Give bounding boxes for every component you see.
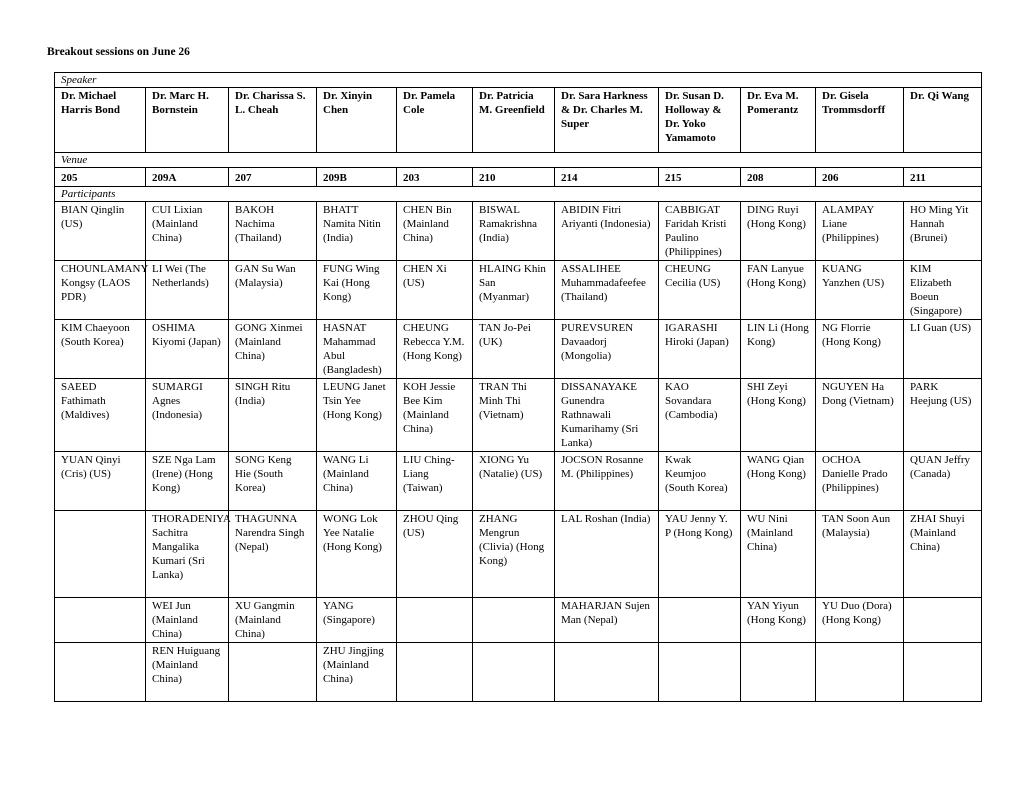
participant-cell: THAGUNNA Narendra Singh (Nepal) [229,511,317,598]
participant-cell: SHI Zeyi (Hong Kong) [741,379,816,452]
participant-cell: SINGH Ritu (India) [229,379,317,452]
participant-cell [397,598,473,643]
participant-cell: LI Guan (US) [904,320,982,379]
participant-cell: KIM Chaeyoon (South Korea) [55,320,146,379]
participant-cell: BISWAL Ramakrishna (India) [473,202,555,261]
participant-cell: BAKOH Nachima (Thailand) [229,202,317,261]
participant-cell [741,643,816,702]
participant-row [55,598,982,643]
participant-cell: XU Gangmin (Mainland China) [229,598,317,643]
participant-cell: SZE Nga Lam (Irene) (Hong Kong) [146,452,229,511]
participant-cell [555,643,659,702]
participant-cell: CHEN Bin (Mainland China) [397,202,473,261]
breakout-sessions-table [54,72,982,702]
speaker-cell: Dr. Sara Harkness & Dr. Charles M. Super [555,88,659,153]
participant-cell: QUAN Jeffry (Canada) [904,452,982,511]
speaker-cell: Dr. Qi Wang [904,88,982,153]
venue-cell: 203 [397,168,473,187]
participant-cell: WEI Jun (Mainland China) [146,598,229,643]
participant-cell: XIONG Yu (Natalie) (US) [473,452,555,511]
participant-cell: ZHOU Qing (US) [397,511,473,598]
participant-cell: CHEUNG Rebecca Y.M. (Hong Kong) [397,320,473,379]
participant-cell: ABIDIN Fitri Ariyanti (Indonesia) [555,202,659,261]
participant-cell [816,643,904,702]
participant-cell: BHATT Namita Nitin (India) [317,202,397,261]
participant-cell: PARK Heejung (US) [904,379,982,452]
participant-cell: LAL Roshan (India) [555,511,659,598]
participant-cell: SONG Keng Hie (South Korea) [229,452,317,511]
participant-cell: WANG Li (Mainland China) [317,452,397,511]
participant-cell [473,598,555,643]
participant-row [55,511,982,598]
participant-cell [55,643,146,702]
participant-cell: HASNAT Mahammad Abul (Bangladesh) [317,320,397,379]
participant-cell: ASSALIHEE Muhammadafeefee (Thailand) [555,261,659,320]
venue-cell: 209B [317,168,397,187]
participant-cell: IGARASHI Hiroki (Japan) [659,320,741,379]
participant-cell: CHEN Xi (US) [397,261,473,320]
participant-cell: ZHU Jingjing (Mainland China) [317,643,397,702]
participant-cell: ZHANG Mengrun (Clivia) (Hong Kong) [473,511,555,598]
participant-cell: KAO Sovandara (Cambodia) [659,379,741,452]
participant-cell: YAN Yiyun (Hong Kong) [741,598,816,643]
speaker-cell: Dr. Gisela Trommsdorff [816,88,904,153]
participant-cell: DISSANAYAKE Gunendra Rathnawali Kumarihamy (Sri Lanka) [555,379,659,452]
participant-cell: TAN Jo-Pei (UK) [473,320,555,379]
venue-cell: 206 [816,168,904,187]
venue-cell: 207 [229,168,317,187]
participant-cell: KOH Jessie Bee Kim (Mainland China) [397,379,473,452]
participant-cell: NGUYEN Ha Dong (Vietnam) [816,379,904,452]
speaker-cell: Dr. Xinyin Chen [317,88,397,153]
venue-section-label: Venue [55,153,982,168]
participant-row [55,320,982,379]
participant-cell: CUI Lixian (Mainland China) [146,202,229,261]
participant-cell: TAN Soon Aun (Malaysia) [816,511,904,598]
participant-cell: FUNG Wing Kai (Hong Kong) [317,261,397,320]
participant-cell [904,643,982,702]
participant-cell: WU Nini (Mainland China) [741,511,816,598]
participant-cell: PUREVSUREN Davaadorj (Mongolia) [555,320,659,379]
venue-cell: 214 [555,168,659,187]
participant-cell: CABBIGAT Faridah Kristi Paulino (Philippines) [659,202,741,261]
participants-section-label: Participants [55,187,982,202]
participant-cell: MAHARJAN Sujen Man (Nepal) [555,598,659,643]
participant-cell [55,511,146,598]
participant-row [55,202,982,261]
venue-cell: 215 [659,168,741,187]
participant-cell: GAN Su Wan (Malaysia) [229,261,317,320]
participant-cell: Kwak Keumjoo (South Korea) [659,452,741,511]
participant-cell: LIN Li (Hong Kong) [741,320,816,379]
participant-cell: REN Huiguang (Mainland China) [146,643,229,702]
page-title: Breakout sessions on June 26 [47,46,190,58]
speaker-cell: Dr. Charissa S. L. Cheah [229,88,317,153]
participant-cell: ALAMPAY Liane (Philippines) [816,202,904,261]
venue-cell: 209A [146,168,229,187]
participant-cell: KIM Elizabeth Boeun (Singapore) [904,261,982,320]
speaker-cell: Dr. Susan D. Holloway & Dr. Yoko Yamamoto [659,88,741,153]
participant-cell: NG Florrie (Hong Kong) [816,320,904,379]
participant-cell [659,598,741,643]
speaker-cell: Dr. Patricia M. Greenfield [473,88,555,153]
speaker-cell: Dr. Marc H. Bornstein [146,88,229,153]
participant-cell: LEUNG Janet Tsin Yee (Hong Kong) [317,379,397,452]
venue-cell: 210 [473,168,555,187]
participant-cell: HLAING Khin San (Myanmar) [473,261,555,320]
venue-cell: 205 [55,168,146,187]
participant-cell [55,598,146,643]
participant-cell [397,643,473,702]
participant-cell: LI Wei (The Netherlands) [146,261,229,320]
participant-cell: KUANG Yanzhen (US) [816,261,904,320]
participant-cell: WONG Lok Yee Natalie (Hong Kong) [317,511,397,598]
speaker-section-label: Speaker [55,73,982,88]
participant-cell: HO Ming Yit Hannah (Brunei) [904,202,982,261]
participant-cell: CHOUNLAMANY Kongsy (LAOS PDR) [55,261,146,320]
participant-cell: CHEUNG Cecilia (US) [659,261,741,320]
participant-cell: DING Ruyi (Hong Kong) [741,202,816,261]
participant-cell: SUMARGI Agnes (Indonesia) [146,379,229,452]
participant-cell [659,643,741,702]
speaker-cell: Dr. Pamela Cole [397,88,473,153]
participant-cell: SAEED Fathimath (Maldives) [55,379,146,452]
participant-cell: OCHOA Danielle Prado (Philippines) [816,452,904,511]
participant-cell: GONG Xinmei (Mainland China) [229,320,317,379]
participant-row [55,261,982,320]
participant-cell: TRAN Thi Minh Thi (Vietnam) [473,379,555,452]
participant-cell: JOCSON Rosanne M. (Philippines) [555,452,659,511]
participant-cell [229,643,317,702]
participant-row [55,379,982,452]
participant-cell: YAU Jenny Y. P (Hong Kong) [659,511,741,598]
participant-cell: WANG Qian (Hong Kong) [741,452,816,511]
venue-cell: 211 [904,168,982,187]
participant-row [55,452,982,511]
venue-cell: 208 [741,168,816,187]
participant-cell: BIAN Qinglin (US) [55,202,146,261]
speaker-row [55,88,982,153]
participant-cell: ZHAI Shuyi (Mainland China) [904,511,982,598]
participant-cell: LIU Ching-Liang (Taiwan) [397,452,473,511]
participant-cell: OSHIMA Kiyomi (Japan) [146,320,229,379]
participant-cell: YANG (Singapore) [317,598,397,643]
participant-cell: FAN Lanyue (Hong Kong) [741,261,816,320]
participant-cell [904,598,982,643]
venue-row [55,168,982,187]
participant-cell [473,643,555,702]
participant-cell: THORADENIYA Sachitra Mangalika Kumari (Sri Lanka) [146,511,229,598]
participant-cell: YUAN Qinyi (Cris) (US) [55,452,146,511]
participant-row [55,643,982,702]
speaker-cell: Dr. Michael Harris Bond [55,88,146,153]
speaker-cell: Dr. Eva M. Pomerantz [741,88,816,153]
participant-cell: YU Duo (Dora) (Hong Kong) [816,598,904,643]
